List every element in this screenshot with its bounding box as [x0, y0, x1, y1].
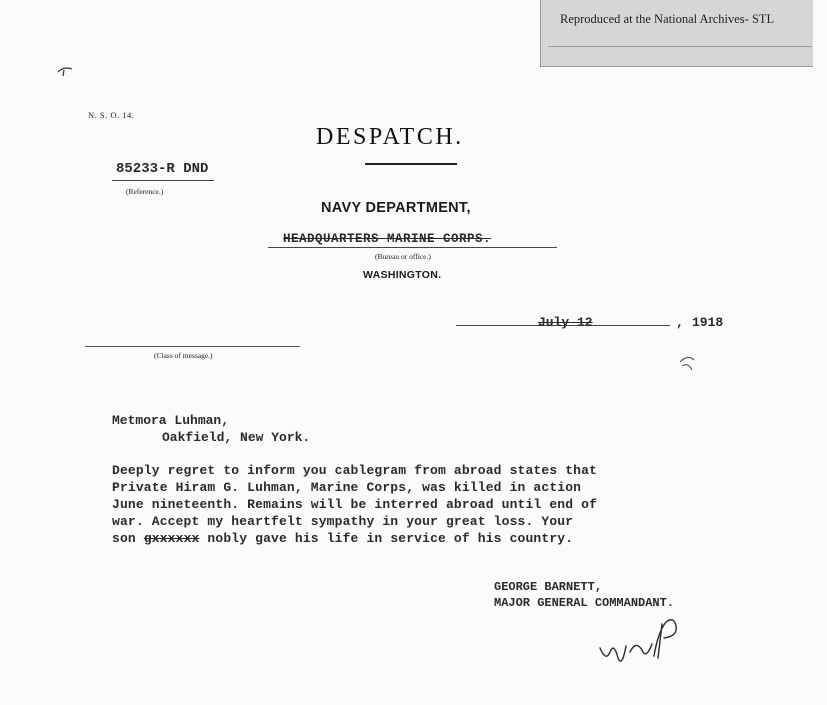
title-divider: [365, 163, 457, 165]
form-number: N. S. O. 14.: [88, 110, 135, 120]
archive-stamp-text: Reproduced at the National Archives- STL: [560, 12, 775, 26]
message-line-start: son: [112, 531, 144, 546]
signatory-name: GEORGE BARNETT,: [494, 580, 603, 594]
addressee-name: Metmora Luhman,: [112, 413, 230, 428]
stamp-divider: [548, 46, 812, 47]
date-year: 1918: [692, 315, 724, 330]
addressee-location: Oakfield, New York.: [162, 430, 311, 445]
signatory-title: MAJOR GENERAL COMMANDANT.: [494, 596, 675, 610]
message-line: Private Hiram G. Luhman, Marine Corps, was killed in action: [112, 480, 582, 495]
message-line: war. Accept my heartfelt sympathy in your great loss. Your: [112, 514, 574, 529]
stray-mark-icon: [676, 352, 698, 376]
message-line-end: nobly gave his life in service of his country.: [199, 531, 574, 546]
department-heading: NAVY DEPARTMENT,: [321, 200, 471, 216]
bureau-rule: [268, 247, 557, 248]
date-comma: ,: [676, 315, 684, 330]
city-heading: WASHINGTON.: [363, 269, 442, 281]
handwritten-initials-icon: [596, 612, 692, 670]
bureau-label: (Bureau or office.): [375, 252, 431, 261]
page-title: DESPATCH.: [316, 124, 464, 150]
bureau-name: HEADQUARTERS MARINE CORPS.: [283, 232, 492, 246]
reference-rule: [112, 180, 214, 181]
date-month-day: July 12: [538, 315, 593, 330]
message-line: Deeply regret to inform you cablegram from abroad states that: [112, 463, 598, 478]
message-line: June nineteenth. Remains will be interred abroad until end of: [112, 497, 598, 512]
class-of-message-label: (Class of message.): [154, 351, 213, 360]
reference-number: 85233-R DND: [116, 161, 209, 177]
class-of-message-rule: [85, 346, 300, 347]
struck-out-word: gxxxxxx: [143, 531, 200, 546]
message-line: [112, 531, 573, 546]
reference-label: (Reference.): [126, 187, 164, 196]
archive-stamp: [540, 0, 813, 67]
stray-mark-icon: [56, 64, 76, 78]
